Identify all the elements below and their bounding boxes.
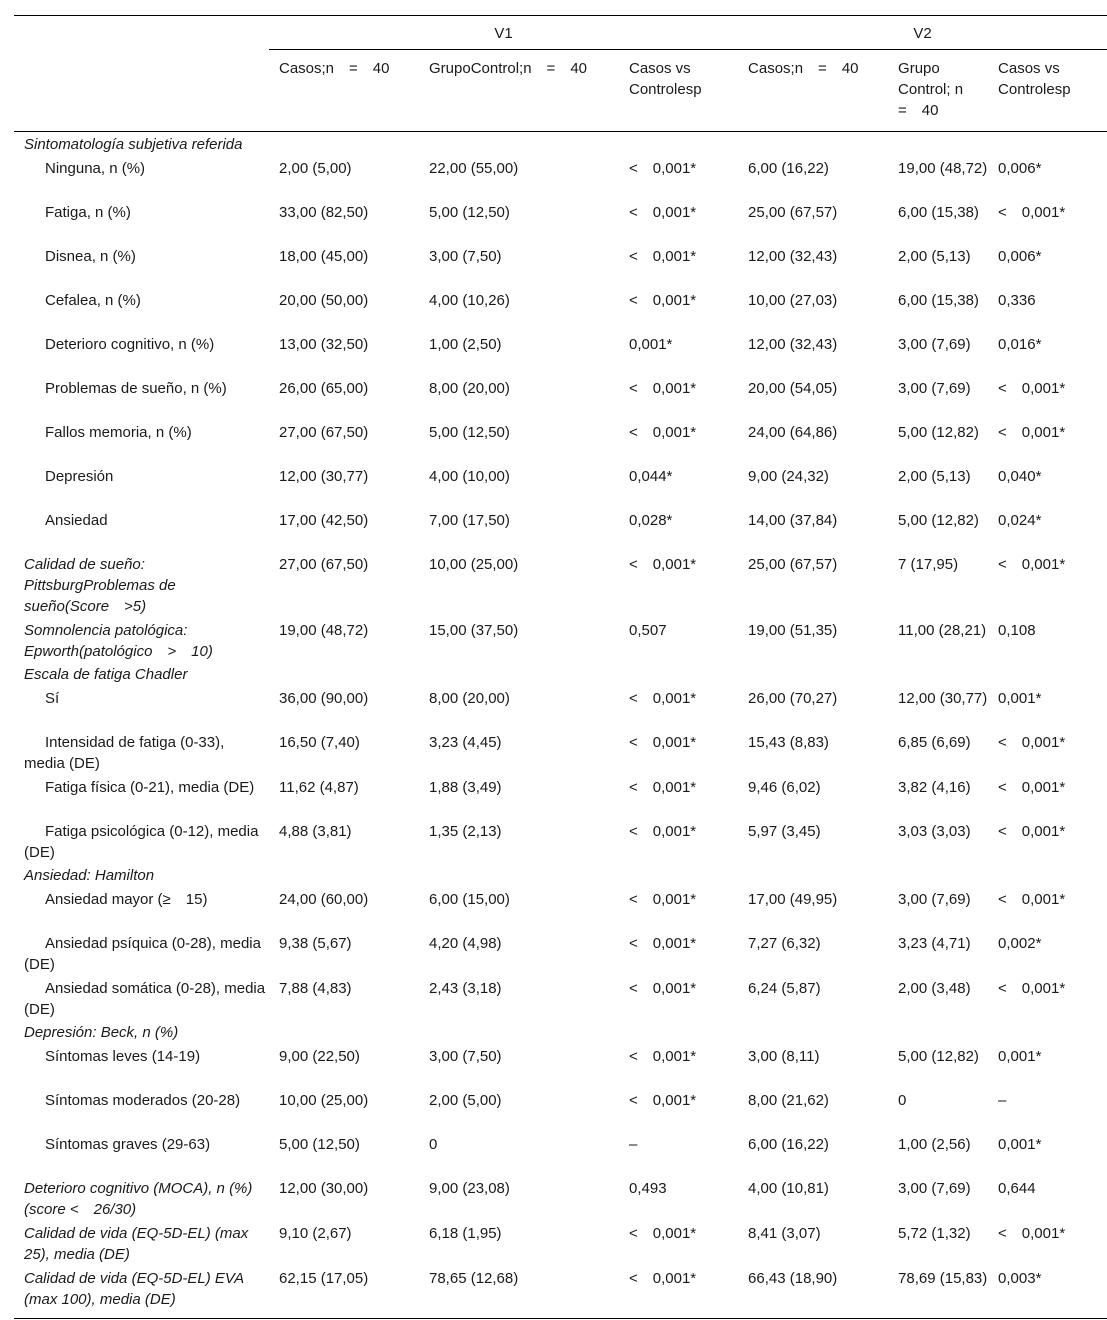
cell-value: 5,00 (12,50) — [279, 1136, 360, 1153]
table-row — [14, 507, 1107, 551]
cell-value: < 0,001* — [998, 980, 1066, 997]
row-label: Escala de fatiga Chadler — [24, 666, 188, 683]
col-header: GrupoControl;n = 40 — [429, 60, 587, 77]
col-header: Casos;n = 40 — [279, 60, 390, 77]
table-row — [14, 1131, 1107, 1175]
row-label: Calidad de sueño: PittsburgProblemas de sueño(Score >5) — [24, 556, 176, 615]
cell-value: 7,27 (6,32) — [748, 935, 821, 952]
cell-value: 27,00 (67,50) — [279, 424, 369, 441]
cell-value: < 0,001* — [629, 935, 697, 952]
table-row — [14, 886, 1107, 930]
cell-value: 1,35 (2,13) — [429, 823, 502, 840]
cell-value: 26,00 (65,00) — [279, 380, 369, 397]
cell-value: 10,00 (25,00) — [279, 1092, 369, 1109]
table-row — [14, 331, 1107, 375]
cell-value: < 0,001* — [629, 160, 697, 177]
cell-value: 24,00 (64,86) — [748, 424, 838, 441]
cell-value: 6,85 (6,69) — [898, 734, 971, 751]
cell-value: 3,00 (7,50) — [429, 248, 502, 265]
table-row — [14, 1043, 1107, 1087]
section-row — [14, 662, 1107, 685]
table-row — [14, 551, 1107, 617]
header-column-row — [14, 50, 1107, 132]
cell-value: < 0,001* — [629, 779, 697, 796]
cell-value: < 0,001* — [998, 891, 1066, 908]
cell-value: 19,00 (48,72) — [279, 622, 369, 639]
cell-value: 78,69 (15,83) — [898, 1270, 988, 1287]
cell-value: 4,00 (10,26) — [429, 292, 510, 309]
cell-value: 9,38 (5,67) — [279, 935, 352, 952]
cell-value: 20,00 (54,05) — [748, 380, 838, 397]
cell-value: 0,507 — [629, 622, 667, 639]
cell-value: 33,00 (82,50) — [279, 204, 369, 221]
cell-value: 9,00 (24,32) — [748, 468, 829, 485]
results-table — [14, 15, 1107, 1319]
cell-value: 0,006* — [998, 248, 1042, 265]
cell-value: 4,00 (10,81) — [748, 1180, 829, 1197]
cell-value: < 0,001* — [629, 980, 697, 997]
cell-value: 27,00 (67,50) — [279, 556, 369, 573]
table-row — [14, 375, 1107, 419]
cell-value: – — [629, 1136, 638, 1153]
cell-value: < 0,001* — [998, 556, 1066, 573]
col-header: Grupo Control; n = 40 — [898, 60, 979, 119]
cell-value: 0,336 — [998, 292, 1036, 309]
row-label: Cefalea, n (%) — [45, 292, 141, 309]
cell-value: 78,65 (12,68) — [429, 1270, 519, 1287]
row-label: Ansiedad — [45, 512, 108, 529]
cell-value: 3,03 (3,03) — [898, 823, 971, 840]
cell-value: 9,10 (2,67) — [279, 1225, 352, 1242]
row-label: Fatiga física (0-21), media (DE) — [45, 779, 255, 796]
row-label: Depresión — [45, 468, 114, 485]
cell-value: 2,43 (3,18) — [429, 980, 502, 997]
cell-value: 9,46 (6,02) — [748, 779, 821, 796]
cell-value: 8,41 (3,07) — [748, 1225, 821, 1242]
cell-value: 0,028* — [629, 512, 673, 529]
row-label: Fallos memoria, n (%) — [45, 424, 192, 441]
cell-value: 8,00 (20,00) — [429, 690, 510, 707]
cell-value: 6,00 (15,00) — [429, 891, 510, 908]
cell-value: 62,15 (17,05) — [279, 1270, 369, 1287]
cell-value: 0,024* — [998, 512, 1042, 529]
cell-value: 3,00 (7,50) — [429, 1048, 502, 1065]
row-label: Deterioro cognitivo (MOCA), n (%)(score < 26/30) — [24, 1180, 253, 1218]
cell-value: 0,016* — [998, 336, 1042, 353]
cell-value: 3,00 (7,69) — [898, 336, 971, 353]
cell-value: 0 — [429, 1136, 438, 1153]
row-label: Somnolencia patológica: Epworth(patológico > 10) — [24, 622, 213, 660]
table-row — [14, 930, 1107, 975]
cell-value: 36,00 (90,00) — [279, 690, 369, 707]
cell-value: 24,00 (60,00) — [279, 891, 369, 908]
col-header: Casos;n = 40 — [748, 60, 859, 77]
cell-value: 6,24 (5,87) — [748, 980, 821, 997]
cell-value: 11,62 (4,87) — [279, 779, 359, 796]
table-row — [14, 774, 1107, 818]
cell-value: 0,108 — [998, 622, 1036, 639]
cell-value: 22,00 (55,00) — [429, 160, 519, 177]
table-row — [14, 1087, 1107, 1131]
cell-value: < 0,001* — [629, 1270, 697, 1287]
table-row — [14, 975, 1107, 1020]
row-label: Intensidad de fatiga (0-33), media (DE) — [24, 734, 225, 772]
cell-value: 7,88 (4,83) — [279, 980, 352, 997]
cell-value: 2,00 (5,00) — [279, 160, 352, 177]
cell-value: 4,00 (10,00) — [429, 468, 510, 485]
col-header: Casos vs Controlesp — [629, 60, 702, 98]
cell-value: < 0,001* — [629, 424, 697, 441]
cell-value: 3,82 (4,16) — [898, 779, 971, 796]
cell-value: 12,00 (32,43) — [748, 336, 838, 353]
cell-value: 3,00 (7,69) — [898, 1180, 971, 1197]
cell-value: 12,00 (30,77) — [898, 690, 988, 707]
row-label: Sí — [45, 690, 60, 707]
cell-value: < 0,001* — [998, 823, 1066, 840]
cell-value: < 0,001* — [629, 1225, 697, 1242]
cell-value: 3,00 (8,11) — [748, 1048, 820, 1065]
table-row — [14, 1220, 1107, 1265]
cell-value: 1,00 (2,50) — [429, 336, 502, 353]
cell-value: 12,00 (32,43) — [748, 248, 838, 265]
cell-value: 8,00 (20,00) — [429, 380, 510, 397]
cell-value: 3,23 (4,71) — [898, 935, 971, 952]
cell-value: 26,00 (70,27) — [748, 690, 838, 707]
cell-value: < 0,001* — [629, 556, 697, 573]
cell-value: 0,493 — [629, 1180, 667, 1197]
cell-value: 0,001* — [998, 690, 1042, 707]
cell-value: 15,43 (8,83) — [748, 734, 829, 751]
cell-value: 6,00 (15,38) — [898, 292, 979, 309]
cell-value: 25,00 (67,57) — [748, 556, 838, 573]
cell-value: < 0,001* — [629, 734, 697, 751]
row-label: Síntomas graves (29-63) — [45, 1136, 211, 1153]
section-row — [14, 132, 1107, 156]
cell-value: 0,003* — [998, 1270, 1042, 1287]
row-label: Síntomas moderados (20-28) — [45, 1092, 241, 1109]
table-row — [14, 243, 1107, 287]
col-header: Casos vs Controlesp — [998, 60, 1071, 98]
header-group-row — [14, 16, 1107, 50]
cell-value: 2,00 (5,13) — [898, 468, 971, 485]
cell-value: < 0,001* — [998, 1225, 1066, 1242]
cell-value: 7 (17,95) — [898, 556, 959, 573]
cell-value: 5,72 (1,32) — [898, 1225, 971, 1242]
header-v1: V1 — [269, 16, 738, 50]
cell-value: 14,00 (37,84) — [748, 512, 838, 529]
cell-value: < 0,001* — [629, 292, 697, 309]
cell-value: 17,00 (42,50) — [279, 512, 369, 529]
cell-value: 0,002* — [998, 935, 1042, 952]
cell-value: 11,00 (28,21) — [898, 622, 987, 639]
table-row — [14, 419, 1107, 463]
cell-value: 5,00 (12,82) — [898, 512, 979, 529]
cell-value: 0,006* — [998, 160, 1042, 177]
cell-value: 16,50 (7,40) — [279, 734, 360, 751]
cell-value: 2,00 (5,00) — [429, 1092, 502, 1109]
cell-value: 0,044* — [629, 468, 673, 485]
header-v2: V2 — [738, 16, 1107, 50]
row-label: Ansiedad: Hamilton — [24, 867, 155, 884]
cell-value: < 0,001* — [629, 380, 697, 397]
cell-value: 1,00 (2,56) — [898, 1136, 971, 1153]
header-empty-cell — [14, 16, 269, 50]
cell-value: 15,00 (37,50) — [429, 622, 519, 639]
header-empty-cell — [14, 50, 269, 132]
cell-value: 2,00 (3,48) — [898, 980, 971, 997]
cell-value: 2,00 (5,13) — [898, 248, 971, 265]
row-label: Depresión: Beck, n (%) — [24, 1024, 179, 1041]
table-row — [14, 1265, 1107, 1319]
cell-value: < 0,001* — [998, 380, 1066, 397]
cell-value: < 0,001* — [998, 204, 1066, 221]
cell-value: 6,00 (16,22) — [748, 1136, 829, 1153]
table-body — [14, 132, 1107, 1319]
table-row — [14, 1175, 1107, 1220]
cell-value: 0,040* — [998, 468, 1042, 485]
table-row — [14, 155, 1107, 199]
cell-value: 3,23 (4,45) — [429, 734, 502, 751]
cell-value: 4,88 (3,81) — [279, 823, 352, 840]
cell-value: 5,00 (12,50) — [429, 424, 510, 441]
table-row — [14, 617, 1107, 662]
cell-value: < 0,001* — [629, 891, 697, 908]
table-row — [14, 199, 1107, 243]
cell-value: 8,00 (21,62) — [748, 1092, 829, 1109]
cell-value: 5,00 (12,50) — [429, 204, 510, 221]
row-label: Fatiga psicológica (0-12), media (DE) — [24, 823, 259, 861]
table-row — [14, 287, 1107, 331]
cell-value: 0,001* — [998, 1136, 1042, 1153]
cell-value: 3,00 (7,69) — [898, 891, 971, 908]
cell-value: 6,00 (16,22) — [748, 160, 829, 177]
cell-value: 19,00 (51,35) — [748, 622, 838, 639]
cell-value: < 0,001* — [629, 1048, 697, 1065]
cell-value: – — [998, 1092, 1007, 1109]
table-row — [14, 463, 1107, 507]
cell-value: < 0,001* — [998, 779, 1066, 796]
cell-value: 25,00 (67,57) — [748, 204, 838, 221]
cell-value: 5,00 (12,82) — [898, 424, 979, 441]
cell-value: 6,18 (1,95) — [429, 1225, 502, 1242]
table-row — [14, 818, 1107, 863]
cell-value: 5,00 (12,82) — [898, 1048, 979, 1065]
cell-value: 12,00 (30,77) — [279, 468, 369, 485]
cell-value: 19,00 (48,72) — [898, 160, 988, 177]
cell-value: 10,00 (27,03) — [748, 292, 838, 309]
cell-value: < 0,001* — [998, 424, 1066, 441]
row-label: Calidad de vida (EQ-5D-EL) (max 25), media (DE) — [24, 1225, 249, 1263]
cell-value: 0,001* — [629, 336, 673, 353]
cell-value: 0,644 — [998, 1180, 1036, 1197]
row-label: Problemas de sueño, n (%) — [45, 380, 227, 397]
cell-value: < 0,001* — [629, 204, 697, 221]
row-label: Ansiedad mayor (≥ 15) — [45, 891, 208, 908]
row-label: Deterioro cognitivo, n (%) — [45, 336, 215, 353]
table-row — [14, 729, 1107, 774]
cell-value: 12,00 (30,00) — [279, 1180, 369, 1197]
cell-value: < 0,001* — [629, 823, 697, 840]
row-label: Sintomatología subjetiva referida — [24, 136, 243, 153]
cell-value: 18,00 (45,00) — [279, 248, 369, 265]
row-label: Síntomas leves (14-19) — [45, 1048, 201, 1065]
cell-value: 9,00 (22,50) — [279, 1048, 360, 1065]
cell-value: 13,00 (32,50) — [279, 336, 369, 353]
row-label: Disnea, n (%) — [45, 248, 136, 265]
cell-value: < 0,001* — [998, 734, 1066, 751]
cell-value: 0 — [898, 1092, 907, 1109]
cell-value: 66,43 (18,90) — [748, 1270, 838, 1287]
cell-value: 5,97 (3,45) — [748, 823, 821, 840]
cell-value: 0,001* — [998, 1048, 1042, 1065]
cell-value: 6,00 (15,38) — [898, 204, 979, 221]
cell-value: 3,00 (7,69) — [898, 380, 971, 397]
row-label: Fatiga, n (%) — [45, 204, 131, 221]
row-label: Ninguna, n (%) — [45, 160, 146, 177]
cell-value: 1,88 (3,49) — [429, 779, 502, 796]
table-row — [14, 685, 1107, 729]
row-label: Ansiedad psíquica (0-28), media (DE) — [24, 935, 261, 973]
cell-value: 20,00 (50,00) — [279, 292, 369, 309]
cell-value: 17,00 (49,95) — [748, 891, 838, 908]
cell-value: 9,00 (23,08) — [429, 1180, 510, 1197]
cell-value: < 0,001* — [629, 1092, 697, 1109]
row-label: Calidad de vida (EQ-5D-EL) EVA (max 100), media (DE) — [24, 1270, 244, 1308]
cell-value: < 0,001* — [629, 690, 697, 707]
row-label: Ansiedad somática (0-28), media (DE) — [24, 980, 266, 1018]
cell-value: 10,00 (25,00) — [429, 556, 519, 573]
cell-value: 4,20 (4,98) — [429, 935, 502, 952]
cell-value: 7,00 (17,50) — [429, 512, 510, 529]
section-row — [14, 1020, 1107, 1043]
section-row — [14, 863, 1107, 886]
cell-value: < 0,001* — [629, 248, 697, 265]
